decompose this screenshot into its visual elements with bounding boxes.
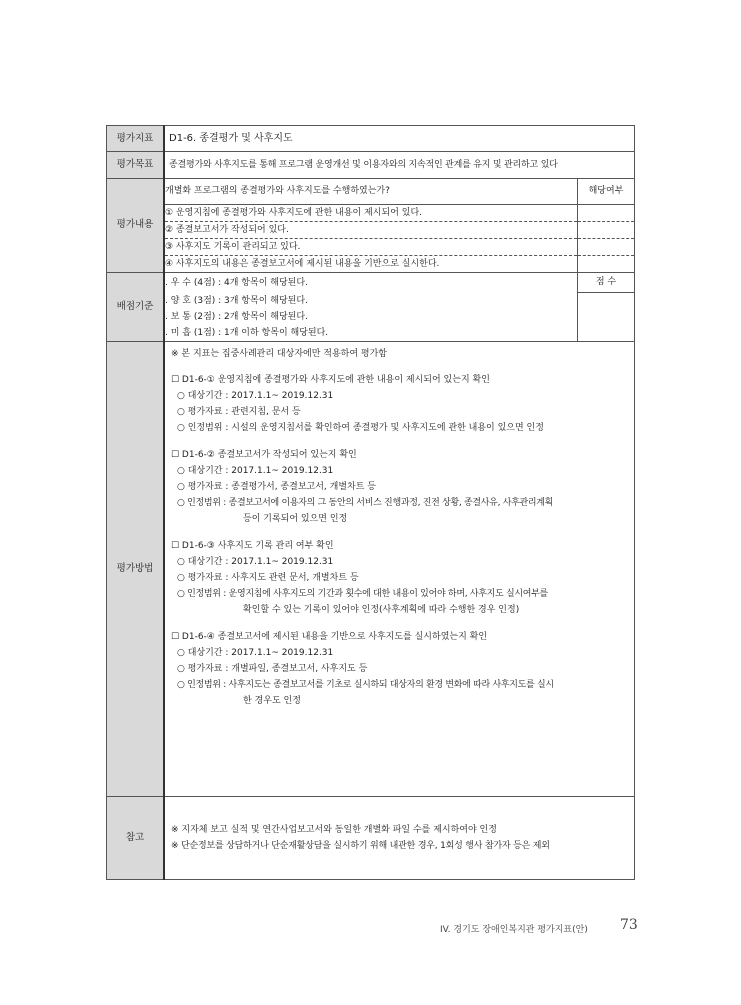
score-cell — [578, 293, 635, 341]
method-line-continuation: 등이 기록되어 있으면 인정 — [243, 514, 348, 525]
score-header: 점 수 — [578, 273, 635, 293]
method-line: ○ 인정범위 : 사후지도는 종결보고서를 기초로 실시하되 대상자의 환경 변화에 따라 사후지도를 실시 — [177, 680, 554, 691]
method-line: ○ 대상기간 : 2017.1.1~ 2019.12.31 — [177, 647, 334, 658]
scoring-row — [107, 272, 635, 341]
check-cell — [578, 204, 635, 221]
check-cell — [578, 221, 635, 238]
reference-line: ※ 지자체 보고 실적 및 연간사업보고서와 동일한 개별화 파일 수를 제시하여야 인정 — [171, 824, 497, 835]
method-line: ○ 대상기간 : 2017.1.1~ 2019.12.31 — [177, 556, 334, 567]
method-line: ○ 인정범위 : 운영지침에 사후지도의 기간과 횟수에 대한 내용이 있어야 하며, 사후지도 실시여부를 — [177, 589, 548, 600]
content-item: ② 종결보고서가 작성되어 있다. — [165, 221, 578, 238]
method-note: ※ 본 지표는 집중사례관리 대상자에만 적용하여 평가함 — [171, 348, 387, 359]
scoring-item: . 보 통 (2점) : 2개 항목이 해당된다. — [165, 311, 308, 322]
evaluation-table — [106, 125, 635, 880]
footer-text: IV. 경기도 장애인복지관 평가지표(안) — [440, 925, 588, 935]
content-item: ④ 사후지도의 내용은 종결보고서에 제시된 내용을 기반으로 실시한다. — [165, 258, 440, 269]
reference-content — [165, 822, 634, 854]
method-line: ○ 대상기간 : 2017.1.1~ 2019.12.31 — [177, 390, 334, 401]
content-row — [107, 179, 635, 273]
check-cell — [578, 238, 635, 255]
page-number: 73 — [620, 917, 638, 933]
reference-line: ※ 단순정보를 상담하거나 단순재활상담을 실시하기 위해 내관한 경우, 1회성 행사 참가자 등은 제외 — [171, 840, 550, 851]
method-line: ○ 평가자료 : 개별파일, 종결보고서, 사후지도 등 — [177, 663, 368, 674]
method-label: 평가방법 — [107, 341, 165, 796]
goal-row — [107, 152, 635, 179]
scoring-item: . 미 흡 (1점) : 1개 이하 항목이 해당된다. — [165, 327, 329, 338]
method-line: ○ 인정범위 : 종결보고서에 이용자의 그 동안의 서비스 진행과정, 진전 상황, 종결사유, 사후관리계획 — [177, 498, 554, 509]
method-content — [165, 342, 634, 710]
indicator-row — [107, 126, 635, 152]
content-inner-table — [165, 179, 634, 272]
method-line-continuation: 한 경우도 인정 — [243, 696, 301, 707]
method-line: ○ 평가자료 : 관련지침, 문서 등 — [177, 407, 301, 418]
reference-label: 참고 — [107, 796, 165, 879]
method-line: ○ 대상기간 : 2017.1.1~ 2019.12.31 — [177, 465, 334, 476]
method-row — [107, 341, 635, 796]
scoring-item: . 양 호 (3점) : 3개 항목이 해당된다. — [165, 295, 308, 306]
reference-row — [107, 796, 635, 879]
method-section-title: ☐ D1-6-① 운영지침에 종결평가와 사후지도에 관한 내용이 제시되어 있는지 확인 — [171, 374, 490, 385]
goal-label: 평가목표 — [107, 152, 165, 179]
method-line-continuation: 확인할 수 있는 기록이 있어야 인정(사후계획에 따라 수행한 경우 인정) — [243, 605, 520, 616]
content-item: ① 운영지침에 종결평가와 사후지도에 관한 내용이 제시되어 있다. — [165, 204, 578, 221]
method-section-title: ☐ D1-6-② 종결보고서가 작성되어 있는지 확인 — [171, 449, 357, 460]
method-line: ○ 인정범위 : 시설의 운영지침서를 확인하여 종결평가 및 사후지도에 관한 내용이 있으면 인정 — [177, 423, 544, 434]
indicator-value: D1-6. 종결평가 및 사후지도 — [164, 126, 635, 152]
method-line: ○ 평가자료 : 종결평가서, 종결보고서, 개별차트 등 — [177, 481, 376, 492]
check-header: 해당여부 — [578, 179, 635, 204]
goal-value: 종결평가와 사후지도를 통해 프로그램 운영개선 및 이용자와의 지속적인 관계를 유지 및 관리하고 있다 — [164, 152, 635, 179]
scoring-item: . 우 수 (4점) : 4개 항목이 해당된다. — [165, 277, 308, 288]
method-section-title: ☐ D1-6-④ 종결보고서에 제시된 내용을 기반으로 사후지도를 실시하였는지 확인 — [171, 631, 488, 642]
indicator-label: 평가지표 — [107, 126, 165, 152]
method-line: ○ 평가자료 : 사후지도 관련 문서, 개별차트 등 — [177, 572, 359, 583]
content-question: 개별화 프로그램의 종결평가와 사후지도를 수행하였는가? — [165, 179, 578, 204]
evaluation-sheet — [106, 125, 635, 891]
content-item: ③ 사후지도 기록이 관리되고 있다. — [165, 238, 578, 255]
scoring-label: 배점기준 — [107, 272, 165, 341]
check-cell — [578, 255, 635, 272]
method-section-title: ☐ D1-6-③ 사후지도 기록 관리 여부 확인 — [171, 540, 334, 551]
scoring-inner-table — [165, 273, 634, 341]
content-label: 평가내용 — [107, 179, 165, 273]
